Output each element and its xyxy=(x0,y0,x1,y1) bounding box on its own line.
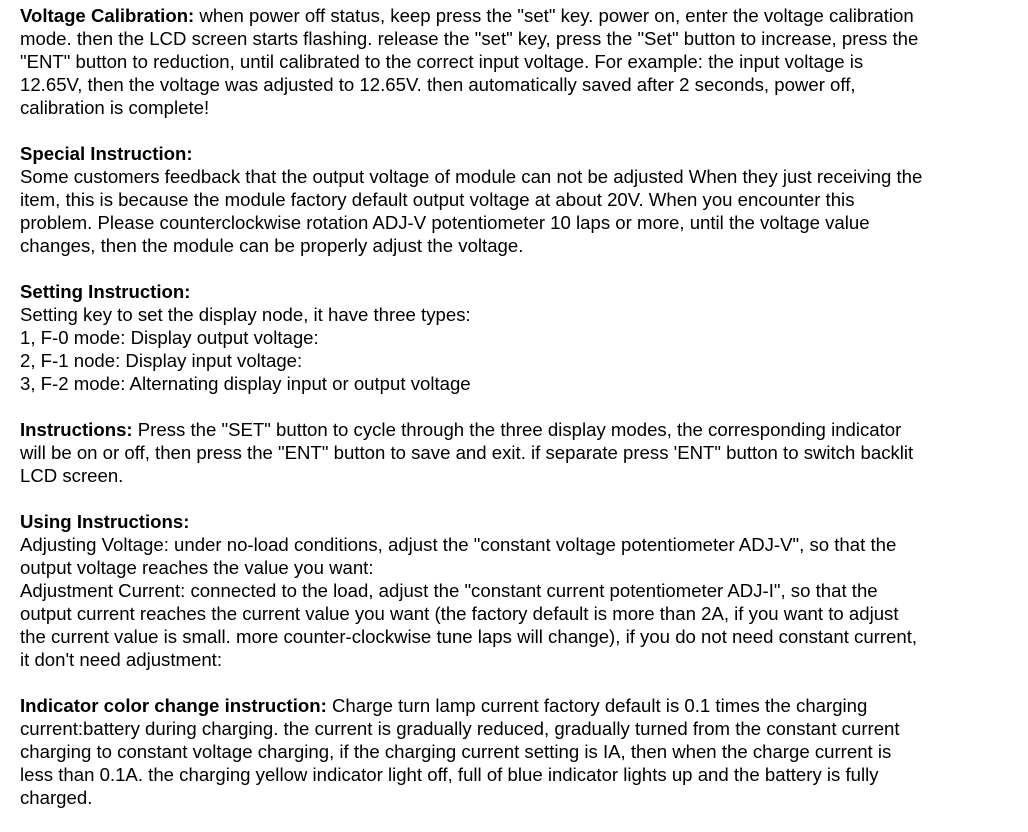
instructions-line-2: will be on or off, then press the "ENT" button to save and exit. if separate press 'ENT" button to switch backlit xyxy=(20,442,914,463)
instruction-document xyxy=(20,4,1016,832)
using-instructions-line-5: the current value is small. more counter-clockwise tune laps will change), if you do not need constant current, xyxy=(20,626,918,647)
special-instruction-line-2: item, this is because the module factory default output voltage at about 20V. When you encounter this xyxy=(20,189,855,210)
instructions-line-3: LCD screen. xyxy=(20,465,124,486)
using-instructions-heading: Using Instructions: xyxy=(20,511,190,532)
indicator-instruction-line-3: charging to constant voltage charging, if the charging current setting is IA, then when the charge current is xyxy=(20,741,892,762)
voltage-calibration-line-1 xyxy=(20,4,1016,27)
indicator-instruction-text: Charge turn lamp current factory default is 0.1 times the charging xyxy=(326,695,868,716)
using-instructions-line-1: Adjusting Voltage: under no-load conditions, adjust the "constant voltage potentiometer ADJ-V", so that the xyxy=(20,534,897,555)
special-instruction-section xyxy=(20,142,1016,257)
setting-mode-f1: 2, F-1 node: Display input voltage: xyxy=(20,350,303,371)
setting-instruction-heading: Setting Instruction: xyxy=(20,281,191,302)
indicator-instruction-line-1 xyxy=(20,694,1016,717)
voltage-calibration-section xyxy=(20,4,1016,119)
indicator-instruction-heading: Indicator color change instruction: xyxy=(20,695,327,716)
special-instruction-line-3: problem. Please counterclockwise rotation ADJ-V potentiometer 10 laps or more, until the voltage value xyxy=(20,212,870,233)
indicator-instruction-line-4: less than 0.1A. the charging yellow indicator light off, full of blue indicator lights up and the battery is fully xyxy=(20,764,879,785)
instructions-heading: Instructions: xyxy=(20,419,133,440)
instructions-section xyxy=(20,418,1016,487)
using-instructions-line-6: it don't need adjustment: xyxy=(20,649,223,670)
instructions-line-1 xyxy=(20,418,1016,441)
instructions-text: Press the "SET" button to cycle through the three display modes, the corresponding indicator xyxy=(132,419,902,440)
setting-instruction-section xyxy=(20,280,1016,395)
setting-mode-f2: 3, F-2 mode: Alternating display input or output voltage xyxy=(20,373,471,394)
indicator-instruction-line-2: current:battery during charging. the current is gradually reduced, gradually turned from the constant current xyxy=(20,718,900,739)
using-instructions-section xyxy=(20,510,1016,671)
voltage-calibration-line-5: calibration is complete! xyxy=(20,97,210,118)
special-instruction-line-1: Some customers feedback that the output voltage of module can not be adjusted When they just receiving the xyxy=(20,166,923,187)
special-instruction-heading: Special Instruction: xyxy=(20,143,193,164)
setting-instruction-line-1: Setting key to set the display node, it have three types: xyxy=(20,304,471,325)
voltage-calibration-line-4: 12.65V, then the voltage was adjusted to 12.65V. then automatically saved after 2 seconds, power off, xyxy=(20,74,856,95)
using-instructions-line-2: output voltage reaches the value you want: xyxy=(20,557,374,578)
using-instructions-line-4: output current reaches the current value you want (the factory default is more than 2A, if you want to adjust xyxy=(20,603,899,624)
indicator-instruction-section xyxy=(20,694,1016,809)
voltage-calibration-line-2: mode. then the LCD screen starts flashing. release the "set" key, press the "Set" button to increase, press the xyxy=(20,28,919,49)
voltage-calibration-heading: Voltage Calibration: xyxy=(20,5,195,26)
using-instructions-line-3: Adjustment Current: connected to the load, adjust the "constant current potentiometer ADJ-I", so that the xyxy=(20,580,878,601)
voltage-calibration-text: when power off status, keep press the "set" key. power on, enter the voltage calibration xyxy=(194,5,914,26)
special-instruction-line-4: changes, then the module can be properly adjust the voltage. xyxy=(20,235,524,256)
indicator-instruction-line-5: charged. xyxy=(20,787,93,808)
voltage-calibration-line-3: "ENT" button to reduction, until calibrated to the correct input voltage. For example: the input voltage is xyxy=(20,51,864,72)
setting-mode-f0: 1, F-0 mode: Display output voltage: xyxy=(20,327,319,348)
